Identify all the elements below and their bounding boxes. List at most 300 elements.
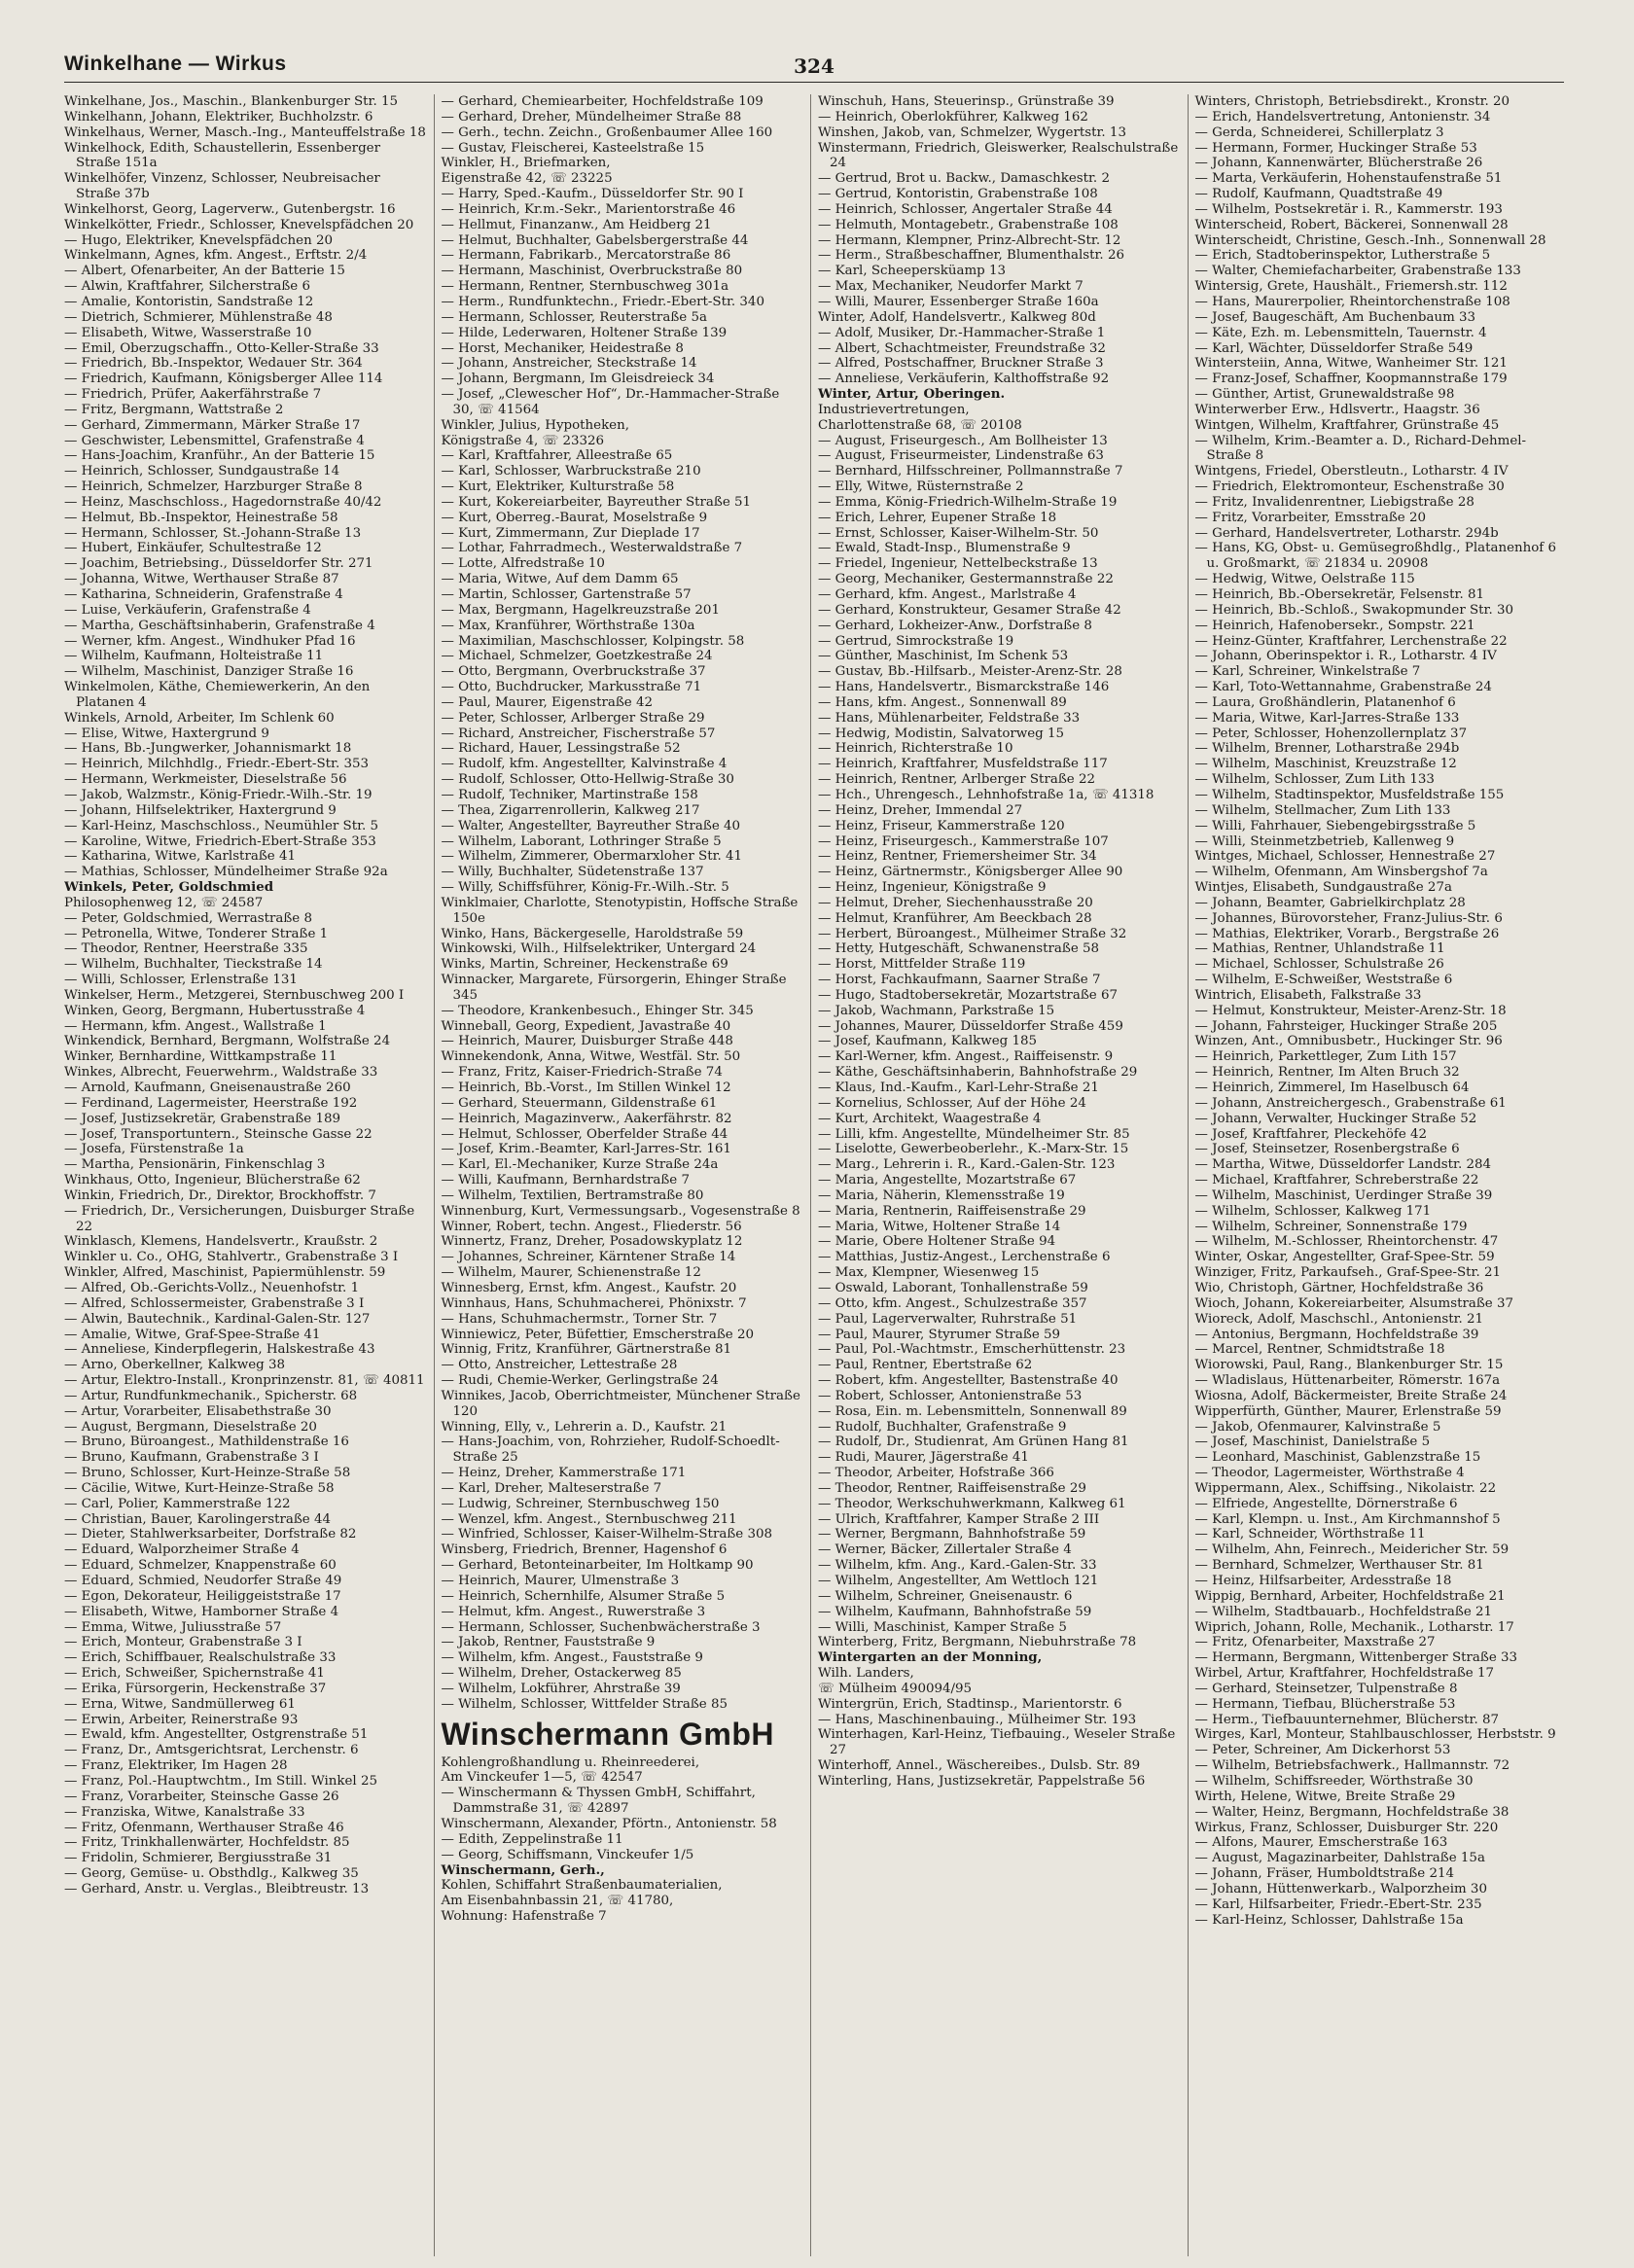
directory-entry: — Wilhelm, M.-Schlosser, Rheintorchenstr. 47 <box>1194 1234 1499 1250</box>
directory-entry: — Gerhard, Zimmermann, Märker Straße 17 <box>64 417 361 433</box>
directory-entry: — Hermann, Fabrikarb., Mercatorstraße 86 <box>441 248 731 264</box>
directory-entry: — Robert, Schlosser, Antonienstraße 53 <box>818 1388 1083 1403</box>
directory-entry: Wohnung: Hafenstraße 7 <box>441 1909 607 1925</box>
directory-entry: — Erich, Stadtoberinspektor, Lutherstraße 5 <box>1194 248 1491 264</box>
directory-entry: Winkendick, Bernhard, Bergmann, Wolfstraße 24 <box>64 1034 391 1049</box>
directory-entry: — Richard, Anstreicher, Fischerstraße 57 <box>441 726 716 741</box>
directory-entry: — Hans-Joachim, Kranführ., An der Batterie 15 <box>64 448 375 464</box>
column-1 <box>64 94 434 2256</box>
directory-entry: — Michael, Schmelzer, Goetzkestraße 24 <box>441 649 713 664</box>
directory-entry: — Helmut, Bb.-Inspektor, Heinestraße 58 <box>64 510 338 525</box>
page-number: 324 <box>794 54 835 78</box>
directory-entry: — Johann, Anstreichergesch., Grabenstraße 61 <box>1194 1095 1507 1111</box>
directory-entry: Wiprich, Johann, Rolle, Mechanik., Lotharstr. 17 <box>1194 1619 1514 1635</box>
directory-entry: — Gerhard, kfm. Angest., Marlstraße 4 <box>818 587 1077 602</box>
directory-entry: — Artur, Vorarbeiter, Elisabethstraße 30 <box>64 1403 332 1419</box>
directory-entry: — Johannes, Maurer, Düsseldorfer Straße 459 <box>818 1018 1123 1034</box>
directory-entry: — Gustav, Fleischerei, Kasteelstraße 15 <box>441 140 705 156</box>
directory-entry: Winkelmolen, Käthe, Chemiewerkerin, An den Platanen 4 <box>64 680 371 710</box>
directory-entry: — Wilhelm, Kaufmann, Bahnhofstraße 59 <box>818 1604 1092 1619</box>
directory-entry: — Wilhelm, Schlosser, Zum Lith 133 <box>1194 772 1435 788</box>
directory-entry: — Rudolf, kfm. Angestellter, Kalvinstraße 4 <box>441 757 728 772</box>
directory-entry: Winko, Hans, Bäckergeselle, Haroldstraße 59 <box>441 926 744 941</box>
directory-entry: Wintersteiin, Anna, Witwe, Wanheimer Str. 121 <box>1194 356 1508 372</box>
directory-entry: — Helmut, Buchhalter, Gabelsbergerstraße 44 <box>441 232 749 248</box>
directory-entry: — Josef, Justizsekretär, Grabenstraße 189 <box>64 1111 341 1126</box>
directory-entry: Winschermann, Alexander, Pförtn., Antonienstr. 58 <box>441 1816 777 1831</box>
directory-entry: Winterwerber Erw., Hdlsvertr., Haagstr. 36 <box>1194 402 1480 417</box>
directory-entry: — Ludwig, Schreiner, Sternbuschweg 150 <box>441 1496 720 1511</box>
directory-entry: — Johann, Bergmann, Im Gleisdreieck 34 <box>441 372 715 387</box>
directory-entry: — Maria, Rentnerin, Raiffeisenstraße 29 <box>818 1203 1086 1219</box>
directory-entry: Winkelhöfer, Vinzenz, Schlosser, Neubreisacher Straße 37b <box>64 171 380 202</box>
directory-entry: — Karl, Scheepersküamp 13 <box>818 264 1007 279</box>
directory-entry: — Marcel, Rentner, Schmidtstraße 18 <box>1194 1342 1445 1358</box>
directory-entry: — Wilhelm, Betriebsfachwerk., Hallmannstr. 72 <box>1194 1758 1510 1774</box>
directory-entry: — Anneliese, Verkäuferin, Kalthoffstraße 92 <box>818 372 1110 387</box>
directory-entry: — Heinz, Rentner, Friemersheimer Str. 34 <box>818 849 1097 865</box>
directory-entry: — Jakob, Rentner, Fauststraße 9 <box>441 1635 656 1650</box>
directory-entry: — Michael, Schlosser, Schulstraße 26 <box>1194 957 1444 973</box>
directory-entry: — Alfred, Ob.-Gerichts-Vollz., Neuenhofstr. 1 <box>64 1280 360 1295</box>
directory-entry: — Johann, Beamter, Gabrielkirchplatz 28 <box>1194 895 1466 910</box>
directory-entry: — Edith, Zeppelinstraße 11 <box>441 1831 623 1847</box>
directory-entry: — Georg, Mechaniker, Gestermannstraße 22 <box>818 572 1114 587</box>
directory-entry: — Josef, Steinsetzer, Rosenbergstraße 6 <box>1194 1142 1460 1157</box>
directory-entry: — Franz, Pol.-Hauptwchtm., Im Still. Winkel 25 <box>64 1773 377 1789</box>
directory-entry: — Carl, Polier, Kammerstraße 122 <box>64 1496 291 1511</box>
directory-entry: Winkelhann, Johann, Elektriker, Buchholzstr. 6 <box>64 109 373 124</box>
directory-entry: — Theodor, Rentner, Raiffeisenstraße 29 <box>818 1480 1086 1496</box>
directory-entry: — Ulrich, Kraftfahrer, Kamper Straße 2 III <box>818 1511 1100 1527</box>
directory-entry: — Fritz, Bergmann, Wattstraße 2 <box>64 402 284 417</box>
directory-entry: — Wilhelm, Schlosser, Wittfelder Straße 85 <box>441 1696 728 1712</box>
directory-entry: — Bernhard, Schmelzer, Werthauser Str. 81 <box>1194 1558 1484 1574</box>
directory-entry: — Heinrich, Magazinverw., Aakerfährstr. 82 <box>441 1111 732 1126</box>
directory-entry: — Fritz, Trinkhallenwärter, Hochfeldstr. 85 <box>64 1835 350 1851</box>
directory-entry: — Käte, Ezh. m. Lebensmitteln, Tauernstr. 4 <box>1194 325 1487 340</box>
directory-entry: — Kurt, Architekt, Waagestraße 4 <box>818 1111 1042 1126</box>
directory-entry: — Herbert, Büroangest., Mülheimer Straße 32 <box>818 926 1127 941</box>
directory-entry: — Friedel, Ingenieur, Nettelbeckstraße 13 <box>818 556 1098 572</box>
directory-entry: Wintergrün, Erich, Stadtinsp., Marientorstr. 6 <box>818 1696 1122 1712</box>
directory-entry: — Bruno, Kaufmann, Grabenstraße 3 I <box>64 1450 319 1466</box>
directory-entry: — Friedrich, Prüfer, Aakerfährstraße 7 <box>64 387 322 403</box>
directory-entry: — Winschermann & Thyssen GmbH, Schiffahrt, Dammstraße 31, ☏ 42897 <box>441 1786 756 1817</box>
directory-entry: — Hugo, Stadtobersekretär, Mozartstraße 67 <box>818 987 1118 1003</box>
directory-entry: — Heinrich, Rentner, Im Alten Bruch 32 <box>1194 1065 1460 1081</box>
directory-entry: — Johanna, Witwe, Werthauser Straße 87 <box>64 572 339 587</box>
directory-entry: — Gerhard, Konstrukteur, Gesamer Straße 42 <box>818 602 1121 618</box>
directory-entry: — Heinrich, Kr.m.-Sekr., Marientorstraße 46 <box>441 201 736 217</box>
directory-entry: — Otto, Bergmann, Overbruckstraße 37 <box>441 664 706 680</box>
directory-entry: Wioreck, Adolf, Maschschl., Antonienstr. 21 <box>1194 1311 1484 1327</box>
directory-entry: Winker, Bernhardine, Wittkampstraße 11 <box>64 1049 337 1065</box>
directory-entry: Wintrich, Elisabeth, Falkstraße 33 <box>1194 987 1422 1003</box>
directory-entry: — August, Friseurmeister, Lindenstraße 63 <box>818 448 1104 464</box>
directory-entry: — Elise, Witwe, Haxtergrund 9 <box>64 726 269 741</box>
directory-entry: — Johann, Oberinspektor i. R., Lotharstr. 4 IV <box>1194 649 1497 664</box>
directory-entry: — Wilhelm, Schiffsreeder, Wörthstraße 30 <box>1194 1773 1474 1789</box>
directory-entry: — Mathias, Rentner, Uhlandstraße 11 <box>1194 941 1445 957</box>
directory-entry: — Otto, Anstreicher, Lettestraße 28 <box>441 1358 678 1373</box>
directory-entry: — Gerhard, Steuermann, Gildenstraße 61 <box>441 1095 718 1111</box>
column-3 <box>810 94 1188 2256</box>
directory-entry: ☏ Mülheim 490094/95 <box>818 1681 973 1696</box>
directory-entry: — Christian, Bauer, Karolingerstraße 44 <box>64 1511 332 1527</box>
directory-entry: — Karl, Dreher, Malteserstraße 7 <box>441 1480 662 1496</box>
directory-entry: Winter, Oskar, Angestellter, Graf-Spee-Str. 59 <box>1194 1250 1495 1265</box>
directory-entry: Wintgen, Wilhelm, Kraftfahrer, Grünstraße 45 <box>1194 417 1500 433</box>
directory-entry: — Erich, Handelsvertretung, Antonienstr. 34 <box>1194 109 1491 124</box>
directory-entry: — Hermann, Maschinist, Overbruckstraße 80 <box>441 264 743 279</box>
directory-entry: — Fritz, Ofenarbeiter, Maxstraße 27 <box>1194 1635 1436 1650</box>
directory-entry: — Elly, Witwe, Rüsternstraße 2 <box>818 479 1024 495</box>
directory-entry: — Josefa, Fürstenstraße 1a <box>64 1142 244 1157</box>
directory-entry: — Heinrich, Richterstraße 10 <box>818 741 1013 757</box>
directory-entry: — Wilhelm, Maschinist, Uerdinger Straße 39 <box>1194 1187 1493 1203</box>
directory-entry: — Karl-Heinz, Maschschloss., Neumühler Str. 5 <box>64 818 379 833</box>
directory-entry: — Peter, Schlosser, Arlberger Straße 29 <box>441 710 705 726</box>
directory-entry: — Bruno, Schlosser, Kurt-Heinze-Straße 58 <box>64 1466 351 1481</box>
directory-entry: Winnertz, Franz, Dreher, Posadowskyplatz 12 <box>441 1234 743 1250</box>
directory-entry: — Hans, kfm. Angest., Sonnenwall 89 <box>818 694 1067 710</box>
directory-entry: — Karl, Kraftfahrer, Alleestraße 65 <box>441 448 673 464</box>
directory-entry: Winters, Christoph, Betriebsdirekt., Kronstr. 20 <box>1194 94 1510 109</box>
directory-entry: — Paul, Rentner, Ebertstraße 62 <box>818 1358 1033 1373</box>
directory-entry: — Johann, Kannenwärter, Blücherstraße 26 <box>1194 156 1483 171</box>
directory-entry: — Martha, Geschäftsinhaberin, Grafenstraße 4 <box>64 618 375 633</box>
directory-entry: — Hilde, Lederwaren, Holtener Straße 139 <box>441 325 728 340</box>
directory-entry: — Kurt, Kokereiarbeiter, Bayreuther Straße 51 <box>441 494 752 510</box>
directory-entry: — Maria, Angestellte, Mozartstraße 67 <box>818 1173 1077 1188</box>
directory-entry: — Karl, Hilfsarbeiter, Friedr.-Ebert-Str. 235 <box>1194 1896 1482 1912</box>
directory-entry: Winstermann, Friedrich, Gleiswerker, Realschulstraße 24 <box>818 140 1179 171</box>
directory-entry: — Theodor, Werkschuhwerkmann, Kalkweg 61 <box>818 1496 1126 1511</box>
directory-entry: — Amalie, Witwe, Graf-Spee-Straße 41 <box>64 1327 321 1342</box>
column-2 <box>434 94 811 2256</box>
directory-entry: — Franz, Dr., Amtsgerichtsrat, Lerchenstr. 6 <box>64 1743 359 1758</box>
directory-entry: — Ewald, kfm. Angestellter, Ostgrenstraße 51 <box>64 1727 369 1743</box>
directory-entry: — Wilhelm, Laborant, Lothringer Straße 5 <box>441 833 722 849</box>
running-head: Winkelhane — Wirkus <box>64 53 287 75</box>
directory-entry: — Katharina, Schneiderin, Grafenstraße 4 <box>64 587 343 602</box>
directory-entry: — Rudi, Maurer, Jägerstraße 41 <box>818 1450 1029 1466</box>
directory-entry: — Hch., Uhrengesch., Lehnhofstraße 1a, ☏ 41318 <box>818 787 1154 802</box>
directory-entry: — Max, Bergmann, Hagelkreuzstraße 201 <box>441 602 720 618</box>
directory-entry: — Elfriede, Angestellte, Dörnerstraße 6 <box>1194 1496 1458 1511</box>
directory-entry: Winnhaus, Hans, Schuhmacherei, Phönixstr. 7 <box>441 1295 747 1311</box>
directory-entry: — Wilhelm, Maschinist, Danziger Straße 16 <box>64 664 354 680</box>
directory-entry: — Wilhelm, Brenner, Lotharstraße 294b <box>1194 741 1460 757</box>
directory-entry: Winnikes, Jacob, Oberrichtmeister, Münchener Straße 120 <box>441 1388 800 1419</box>
directory-entry: Winkelkötter, Friedr., Schlosser, Knevelspfädchen 20 <box>64 217 414 232</box>
directory-entry: — Horst, Mittfelder Straße 119 <box>818 957 1026 973</box>
directory-entry: — Egon, Dekorateur, Heiliggeiststraße 17 <box>64 1588 341 1604</box>
directory-entry: Wintersig, Grete, Haushält., Friemersh.str. 112 <box>1194 279 1508 295</box>
directory-entry: — Horst, Mechaniker, Heidestraße 8 <box>441 340 684 356</box>
directory-entry: Winziger, Fritz, Parkaufseh., Graf-Spee-Str. 21 <box>1194 1265 1502 1281</box>
directory-entry: — Heinrich, Bb.-Vorst., Im Stillen Winkel 12 <box>441 1081 731 1095</box>
directory-entry: — Karl, Schlosser, Warbruckstraße 210 <box>441 464 701 479</box>
directory-entry: — Martin, Schlosser, Gartenstraße 57 <box>441 587 692 602</box>
directory-entry: — Hermann, Bergmann, Wittenberger Straße 33 <box>1194 1650 1518 1666</box>
directory-entry: — Johann, Verwalter, Huckinger Straße 52 <box>1194 1111 1477 1126</box>
directory-entry: — Josef, Baugeschäft, Am Buchenbaum 33 <box>1194 309 1476 325</box>
directory-entry: — Hetty, Hutgeschäft, Schwanenstraße 58 <box>818 941 1100 957</box>
directory-entry: — Willi, Fahrhauer, Siebengebirgsstraße 5 <box>1194 818 1476 833</box>
directory-entry: — Alwin, Kraftfahrer, Silcherstraße 6 <box>64 279 311 295</box>
directory-entry: Winkels, Peter, Goldschmied <box>64 879 274 896</box>
directory-entry: — Herm., Tiefbauunternehmer, Blücherstr. 87 <box>1194 1712 1500 1727</box>
directory-entry: — Maximilian, Maschschlosser, Kolpingstr. 58 <box>441 633 745 649</box>
directory-entry: — Jakob, Walzmstr., König-Friedr.-Wilh.-Str. 19 <box>64 787 373 802</box>
directory-entry: — Dieter, Stahlwerksarbeiter, Dorfstraße 82 <box>64 1527 357 1542</box>
directory-entry: — Wilhelm, Stellmacher, Zum Lith 133 <box>1194 802 1451 818</box>
directory-entry: — Marta, Verkäuferin, Hohenstaufenstraße 51 <box>1194 171 1503 187</box>
directory-entry: Winterberg, Fritz, Bergmann, Niebuhrstraße 78 <box>818 1635 1137 1650</box>
directory-entry: — Heinz, Gärtnermstr., Königsberger Allee 90 <box>818 865 1123 880</box>
directory-entry: — Gerhard, Betonteinarbeiter, Im Holtkamp 90 <box>441 1558 754 1574</box>
directory-entry: — Geschwister, Lebensmittel, Grafenstraße 4 <box>64 433 365 448</box>
directory-entry: Wintges, Michael, Schlosser, Hennestraße 27 <box>1194 849 1496 865</box>
directory-entry: — Wilhelm, kfm. Ang., Kard.-Galen-Str. 33 <box>818 1558 1097 1574</box>
directory-entry: — Franz, Fritz, Kaiser-Friedrich-Straße 74 <box>441 1065 723 1081</box>
directory-entry: — Wilhelm, Ofenmann, Am Winsbergshof 7a <box>1194 865 1488 880</box>
directory-entry: Wipperfürth, Günther, Maurer, Erlenstraße 59 <box>1194 1403 1502 1419</box>
directory-entry: Winnenburg, Kurt, Vermessungsarb., Vogesenstraße 8 <box>441 1203 800 1219</box>
directory-entry: Winner, Robert, techn. Angest., Fliederstr. 56 <box>441 1219 742 1234</box>
directory-entry: Wintergarten an der Monning, <box>818 1649 1043 1666</box>
directory-entry: — Laura, Großhändlerin, Platanenhof 6 <box>1194 694 1456 710</box>
directory-entry: — Hermann, Former, Huckinger Straße 53 <box>1194 140 1477 156</box>
directory-entry: — Willi, Kaufmann, Bernhardstraße 7 <box>441 1173 690 1188</box>
directory-entry: — Heinrich, Bb.-Schloß., Swakopmunder Str. 30 <box>1194 602 1514 618</box>
directory-entry: Winning, Elly, v., Lehrerin a. D., Kaufstr. 21 <box>441 1419 728 1435</box>
directory-entry: — Hubert, Einkäufer, Schultestraße 12 <box>64 541 322 556</box>
directory-entry: — Gerhard, Chemiearbeiter, Hochfeldstraße 109 <box>441 94 764 109</box>
directory-entry: — Wilhelm, Schreiner, Sonnenstraße 179 <box>1194 1219 1468 1234</box>
directory-entry: — Karl, Toto-Wettannahme, Grabenstraße 24 <box>1194 680 1492 695</box>
directory-entry: — Cäcilie, Witwe, Kurt-Heinze-Straße 58 <box>64 1480 335 1496</box>
directory-entry: — Franz-Josef, Schaffner, Koopmannstraße 179 <box>1194 372 1508 387</box>
directory-entry: — Maria, Witwe, Karl-Jarres-Straße 133 <box>1194 710 1460 726</box>
directory-entry: — Hans, Maurerpolier, Rheintorchenstraße 108 <box>1194 294 1510 309</box>
directory-entry: — Erich, Lehrer, Eupener Straße 18 <box>818 510 1057 525</box>
directory-entry: Winkelmann, Agnes, kfm. Angest., Erftstr. 2/4 <box>64 248 368 264</box>
directory-entry: — Karoline, Witwe, Friedrich-Ebert-Straße 353 <box>64 833 376 849</box>
directory-entry: — Gerda, Schneiderei, Schillerplatz 3 <box>1194 124 1444 140</box>
directory-entry: — Karl-Heinz, Schlosser, Dahlstraße 15a <box>1194 1912 1464 1928</box>
directory-entry: — Wilhelm, Dreher, Ostackerweg 85 <box>441 1666 682 1682</box>
directory-entry: — Hermann, Werkmeister, Dieselstraße 56 <box>64 772 347 788</box>
directory-entry: — Walter, Angestellter, Bayreuther Straße 40 <box>441 818 741 833</box>
directory-entry: Industrievertretungen, <box>818 402 970 417</box>
directory-entry: — Kurt, Elektriker, Kulturstraße 58 <box>441 479 675 495</box>
directory-entry: — Walter, Heinz, Bergmann, Hochfeldstraße 38 <box>1194 1804 1510 1820</box>
directory-entry: — Wilhelm, Angestellter, Am Wettloch 121 <box>818 1574 1099 1588</box>
directory-entry: Winklasch, Klemens, Handelsvertr., Kraußstr. 2 <box>64 1234 378 1250</box>
directory-entry: — Emma, Witwe, Juliusstraße 57 <box>64 1619 282 1635</box>
directory-entry: — Wilhelm, Schlosser, Kalkweg 171 <box>1194 1203 1432 1219</box>
directory-entry: — Rudolf, Kaufmann, Quadtstraße 49 <box>1194 187 1443 202</box>
directory-entry: Winterhagen, Karl-Heinz, Tiefbauing., Weseler Straße 27 <box>818 1727 1176 1758</box>
directory-entry: — Horst, Fachkaufmann, Saarner Straße 7 <box>818 973 1101 988</box>
directory-entry: — Albert, Ofenarbeiter, An der Batterie 15 <box>64 264 345 279</box>
directory-entry: — Theodore, Krankenbesuch., Ehinger Str. 345 <box>441 1003 754 1018</box>
directory-entry: Wio, Christoph, Gärtner, Hochfeldstraße 36 <box>1194 1280 1484 1295</box>
directory-entry: — Wilhelm, Zimmerer, Obermarxloher Str. 41 <box>441 849 743 865</box>
directory-entry: — Wilhelm, Stadtinspektor, Musfeldstraße 155 <box>1194 787 1505 802</box>
directory-entry: — Heinz, Dreher, Immendal 27 <box>818 802 1023 818</box>
directory-entry: — Johann, Fahrsteiger, Huckinger Straße 205 <box>1194 1018 1498 1034</box>
directory-entry: — Maria, Witwe, Holtener Straße 14 <box>818 1219 1061 1234</box>
directory-entry: — Leonhard, Maschinist, Gablenzstraße 15 <box>1194 1450 1481 1466</box>
directory-entry: — Theodor, Rentner, Heerstraße 335 <box>64 941 308 957</box>
directory-entry: Winkler, Julius, Hypotheken, <box>441 417 629 433</box>
directory-entry: Winkels, Arnold, Arbeiter, Im Schlenk 60 <box>64 710 335 726</box>
directory-entry: — Kurt, Oberreg.-Baurat, Moselstraße 9 <box>441 510 708 525</box>
directory-entry: — Heinrich, Kraftfahrer, Musfeldstraße 117 <box>818 757 1108 772</box>
directory-entry: Am Vinckeufer 1—5, ☏ 42547 <box>441 1770 643 1786</box>
directory-entry: — Willy, Buchhalter, Südetenstraße 137 <box>441 865 704 880</box>
directory-entry: — Otto, kfm. Angest., Schulzestraße 357 <box>818 1295 1087 1311</box>
directory-entry: Wiorowski, Paul, Rang., Blankenburger Str. 15 <box>1194 1358 1504 1373</box>
directory-entry: — Harry, Sped.-Kaufm., Düsseldorfer Str. 90 I <box>441 187 744 202</box>
directory-entry: — Rosa, Ein. m. Lebensmitteln, Sonnenwall 89 <box>818 1403 1127 1419</box>
directory-entry: Wirth, Helene, Witwe, Breite Straße 29 <box>1194 1789 1456 1804</box>
directory-entry: — Martha, Witwe, Düsseldorfer Landstr. 284 <box>1194 1157 1492 1173</box>
directory-entry: — Heinz-Günter, Kraftfahrer, Lerchenstraße 22 <box>1194 633 1508 649</box>
directory-entry: — Hermann, kfm. Angest., Wallstraße 1 <box>64 1018 327 1034</box>
directory-entry: — Erika, Fürsorgerin, Heckenstraße 37 <box>64 1681 327 1696</box>
directory-entry: — Gerhard, Steinsetzer, Tulpenstraße 8 <box>1194 1681 1458 1696</box>
directory-entry: — Josef, Transportuntern., Steinsche Gasse 22 <box>64 1126 373 1142</box>
directory-entry: — Hermann, Schlosser, Suchenbwächerstraße 3 <box>441 1619 761 1635</box>
directory-entry: — Wilhelm, Lokführer, Ahrstraße 39 <box>441 1681 681 1696</box>
directory-entry: — Peter, Goldschmied, Werrastraße 8 <box>64 910 312 926</box>
directory-entry: — Heinrich, Milchhdlg., Friedr.-Ebert-Str. 353 <box>64 757 370 772</box>
directory-entry: — Karl, Klempn. u. Inst., Am Kirchmannshof 5 <box>1194 1511 1501 1527</box>
directory-entry: — Johann, Fräser, Humboldtstraße 214 <box>1194 1866 1455 1882</box>
directory-entry: — August, Magazinarbeiter, Dahlstraße 15a <box>1194 1851 1485 1866</box>
directory-entry: — Helmut, Schlosser, Oberfelder Straße 44 <box>441 1126 728 1142</box>
directory-entry: — Klaus, Ind.-Kaufm., Karl-Lehr-Straße 21 <box>818 1081 1099 1095</box>
directory-entry: — Jakob, Wachmann, Parkstraße 15 <box>818 1003 1055 1018</box>
directory-entry: — Ewald, Stadt-Insp., Blumenstraße 9 <box>818 541 1071 556</box>
directory-entry: Königstraße 4, ☏ 23326 <box>441 433 605 448</box>
directory-entry: — Peter, Schreiner, Am Dickerhorst 53 <box>1194 1743 1451 1758</box>
directory-entry: — Arnold, Kaufmann, Gneisenaustraße 260 <box>64 1081 351 1095</box>
directory-entry: — Wladislaus, Hüttenarbeiter, Römerstr. 167a <box>1194 1373 1501 1389</box>
directory-entry: — Hermann, Rentner, Sternbuschweg 301a <box>441 279 729 295</box>
directory-entry: — Paul, Maurer, Styrumer Straße 59 <box>818 1327 1061 1342</box>
directory-entry: — Rudolf, Techniker, Martinstraße 158 <box>441 787 698 802</box>
directory-entry: Kohlen, Schiffahrt Straßenbaumaterialien, <box>441 1878 723 1894</box>
directory-entry: — Hans, Bb.-Jungwerker, Johannismarkt 18 <box>64 741 352 757</box>
directory-entry: — Emma, König-Friedrich-Wilhelm-Straße 19 <box>818 494 1118 510</box>
directory-entry: — Rudolf, Buchhalter, Grafenstraße 9 <box>818 1419 1067 1435</box>
directory-entry: — Willi, Maurer, Essenberger Straße 160a <box>818 294 1099 309</box>
directory-entry: — Mathias, Elektriker, Vorarb., Bergstraße 26 <box>1194 926 1500 941</box>
directory-entry: — Otto, Buchdrucker, Markusstraße 71 <box>441 680 702 695</box>
directory-entry: — Petronella, Witwe, Tonderer Straße 1 <box>64 926 329 941</box>
directory-entry: — Günther, Artist, Grunewaldstraße 98 <box>1194 387 1455 403</box>
directory-entry: Winkler, Alfred, Maschinist, Papiermühlenstr. 59 <box>64 1265 386 1281</box>
directory-entry: — Willi, Steinmetzbetrieb, Kallenweg 9 <box>1194 833 1455 849</box>
directory-entry: — Friedrich, Bb.-Inspektor, Wedauer Str. 364 <box>64 356 363 372</box>
directory-entry: — Hermann, Tiefbau, Blücherstraße 53 <box>1194 1696 1456 1712</box>
directory-entry: — Johann, Hilfselektriker, Haxtergrund 9 <box>64 802 337 818</box>
directory-entry: Winzen, Ant., Omnibusbetr., Huckinger Str. 96 <box>1194 1034 1503 1049</box>
directory-entry: — Helmuth, Montagebetr., Grabenstraße 108 <box>818 217 1119 232</box>
directory-entry: — Franz, Vorarbeiter, Steinsche Gasse 26 <box>64 1789 339 1804</box>
directory-entry: — Gertrud, Simrockstraße 19 <box>818 633 1014 649</box>
directory-entry: — Heinrich, Rentner, Arlberger Straße 22 <box>818 772 1095 788</box>
directory-entry: — Hans, Schuhmachermstr., Torner Str. 7 <box>441 1311 718 1327</box>
directory-entry: — Heinrich, Zimmerel, Im Haselbusch 64 <box>1194 1081 1470 1095</box>
directory-entry: — Gerhard, Lokheizer-Anw., Dorfstraße 8 <box>818 618 1092 633</box>
directory-entry: Winneball, Georg, Expedient, Javastraße 40 <box>441 1018 731 1034</box>
directory-entry: Winter, Artur, Oberingen. <box>818 386 1006 403</box>
directory-entry: Winks, Martin, Schreiner, Heckenstraße 69 <box>441 957 728 973</box>
directory-entry: — Wilhelm, Ahn, Feinrech., Meidericher Str. 59 <box>1194 1542 1510 1558</box>
directory-entry: — Wilhelm, E-Schweißer, Weststraße 6 <box>1194 973 1453 988</box>
directory-entry: Winterscheidt, Christine, Gesch.-Inh., Sonnenwall 28 <box>1194 232 1546 248</box>
directory-entry: — Heinrich, Hafenobersekr., Sompstr. 221 <box>1194 618 1475 633</box>
directory-entry: Winkes, Albrecht, Feuerwehrm., Waldstraße 33 <box>64 1065 378 1081</box>
directory-entry: Winken, Georg, Bergmann, Hubertusstraße 4 <box>64 1003 366 1018</box>
directory-entry: — Georg, Schiffsmann, Vinckeufer 1/5 <box>441 1847 694 1862</box>
directory-entry: — Helmut, Konstrukteur, Meister-Arenz-Str. 18 <box>1194 1003 1507 1018</box>
directory-entry: — Franziska, Witwe, Kanalstraße 33 <box>64 1804 305 1820</box>
directory-entry: — Hedwig, Witwe, Oelstraße 115 <box>1194 572 1415 587</box>
directory-entry: — Günther, Maschinist, Im Schenk 53 <box>818 649 1069 664</box>
directory-entry: — Hans, Mühlenarbeiter, Feldstraße 33 <box>818 710 1081 726</box>
directory-entry: — Wilhelm, Maurer, Schienenstraße 12 <box>441 1265 701 1281</box>
directory-entry: — Matthias, Justiz-Angest., Lerchenstraße 6 <box>818 1250 1111 1265</box>
directory-entry: — Hellmut, Finanzanw., Am Heidberg 21 <box>441 217 712 232</box>
directory-entry: — Johannes, Bürovorsteher, Franz-Julius-Str. 6 <box>1194 910 1503 926</box>
directory-entry: — Alfred, Schlossermeister, Grabenstraße 3 I <box>64 1295 365 1311</box>
directory-entry: — Wilhelm, Postsekretär i. R., Kammerstr. 193 <box>1194 201 1503 217</box>
directory-entry: — Käthe, Geschäftsinhaberin, Bahnhofstraße 29 <box>818 1065 1138 1081</box>
directory-entry: — Karl-Werner, kfm. Angest., Raiffeisenstr. 9 <box>818 1049 1114 1065</box>
directory-entry: — Ernst, Schlosser, Kaiser-Wilhelm-Str. 50 <box>818 525 1099 541</box>
directory-entry: — Heinrich, Maurer, Ulmenstraße 3 <box>441 1574 680 1588</box>
directory-entry: — Hedwig, Modistin, Salvatorweg 15 <box>818 726 1065 741</box>
directory-entry: Winkelhorst, Georg, Lagerverw., Gutenbergstr. 16 <box>64 201 396 217</box>
directory-entry: — Helmut, Kranführer, Am Beeckbach 28 <box>818 910 1092 926</box>
directory-entry: — Artur, Rundfunkmechanik., Spicherstr. 68 <box>64 1388 358 1403</box>
directory-entry: — Max, Klempner, Wiesenweg 15 <box>818 1265 1040 1281</box>
directory-entry: — Winfried, Schlosser, Kaiser-Wilhelm-Straße 308 <box>441 1527 773 1542</box>
directory-entry: — Heinrich, Bb.-Obersekretär, Felsenstr. 81 <box>1194 587 1485 602</box>
directory-entry: — Bernhard, Hilfsschreiner, Pollmannstraße 7 <box>818 464 1123 479</box>
directory-entry: — Heinrich, Schernhilfe, Alsumer Straße 5 <box>441 1588 726 1604</box>
directory-entry: — Paul, Lagerverwalter, Ruhrstraße 51 <box>818 1311 1078 1327</box>
directory-entry: — Theodor, Arbeiter, Hofstraße 366 <box>818 1466 1054 1481</box>
directory-entry: — Ferdinand, Lagermeister, Heerstraße 192 <box>64 1095 358 1111</box>
directory-entry: — Herm., Straßbeschaffner, Blumenthalstr. 26 <box>818 248 1124 264</box>
directory-entry: — Johannes, Schreiner, Kärntener Straße 14 <box>441 1250 736 1265</box>
directory-entry: Winkelhaus, Werner, Masch.-Ing., Manteuffelstraße 18 <box>64 124 426 140</box>
directory-entry: — Hermann, Schlosser, St.-Johann-Straße 13 <box>64 525 362 541</box>
directory-entry: — Wilhelm, Schreiner, Gneisenaustr. 6 <box>818 1588 1073 1604</box>
directory-entry: Winterscheid, Robert, Bäckerei, Sonnenwall 28 <box>1194 217 1509 232</box>
directory-entry: — Gertrud, Brot u. Backw., Damaschkestr. 2 <box>818 171 1110 187</box>
directory-entry: Winkhaus, Otto, Ingenieur, Blücherstraße 62 <box>64 1173 361 1188</box>
